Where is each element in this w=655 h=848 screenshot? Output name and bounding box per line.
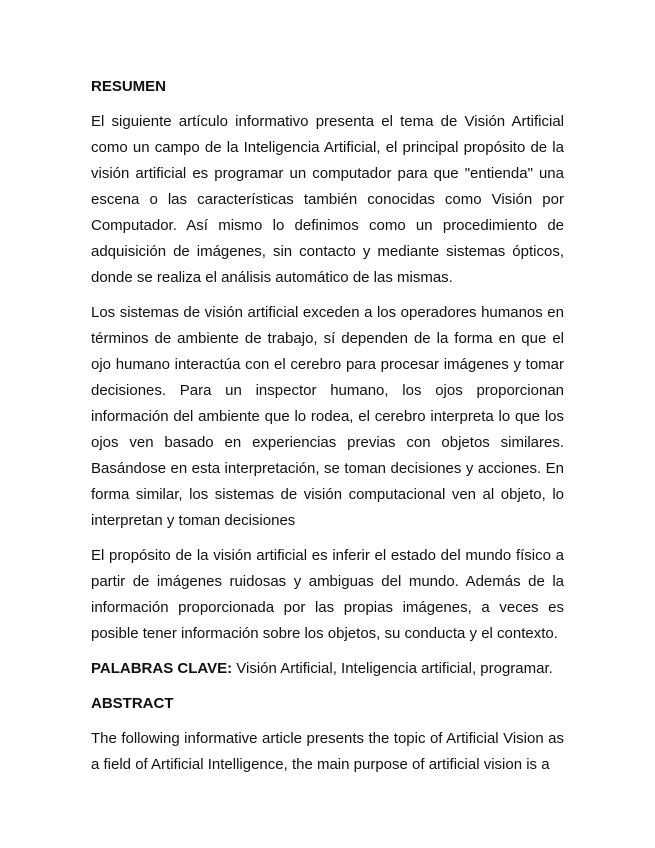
resumen-paragraph-2: Los sistemas de visión artificial exceden a los operadores humanos en términos de ambiente de trabajo, sí dependen de la forma en que el ojo humano interactúa con el cerebro para procesar imágenes y tomar decisiones. Para un inspector humano, los ojos proporcionan información del ambiente que lo rodea, el cerebro interpreta lo que los ojos ven basado en experiencias previas con objetos similares. Basándose en esta interpretación, se toman decisiones y acciones. En forma similar, los sistemas de visión computacional ven al objeto, lo interpretan y toman decisiones bbox=[91, 304, 564, 529]
abstract-paragraph-1: The following informative article presents the topic of Artificial Vision as a field of Artificial Intelligence, the main purpose of artificial vision is a bbox=[91, 730, 564, 773]
document-page bbox=[91, 74, 564, 787]
resumen-paragraph-1: El siguiente artículo informativo presenta el tema de Visión Artificial como un campo de la Inteligencia Artificial, el principal propósito de la visión artificial es programar un computador para que "entienda" una escena o las características también conocidas como Visión por Computador. Así mismo lo definimos como un procedimiento de adquisición de imágenes, sin contacto y mediante sistemas ópticos, donde se realiza el análisis automático de las mismas. bbox=[91, 113, 564, 286]
abstract-heading: ABSTRACT bbox=[91, 695, 174, 712]
resumen-paragraph-3: El propósito de la visión artificial es inferir el estado del mundo físico a partir de imágenes ruidosas y ambiguas del mundo. Además de la información proporcionada por las propias imágenes, a veces es posible tener información sobre los objetos, su conducta y el contexto. bbox=[91, 547, 564, 642]
keywords-line bbox=[91, 656, 564, 682]
keywords-text: Visión Artificial, Inteligencia artificial, programar. bbox=[232, 660, 553, 677]
keywords-label: PALABRAS CLAVE: bbox=[91, 660, 233, 677]
resumen-heading: RESUMEN bbox=[91, 78, 167, 95]
